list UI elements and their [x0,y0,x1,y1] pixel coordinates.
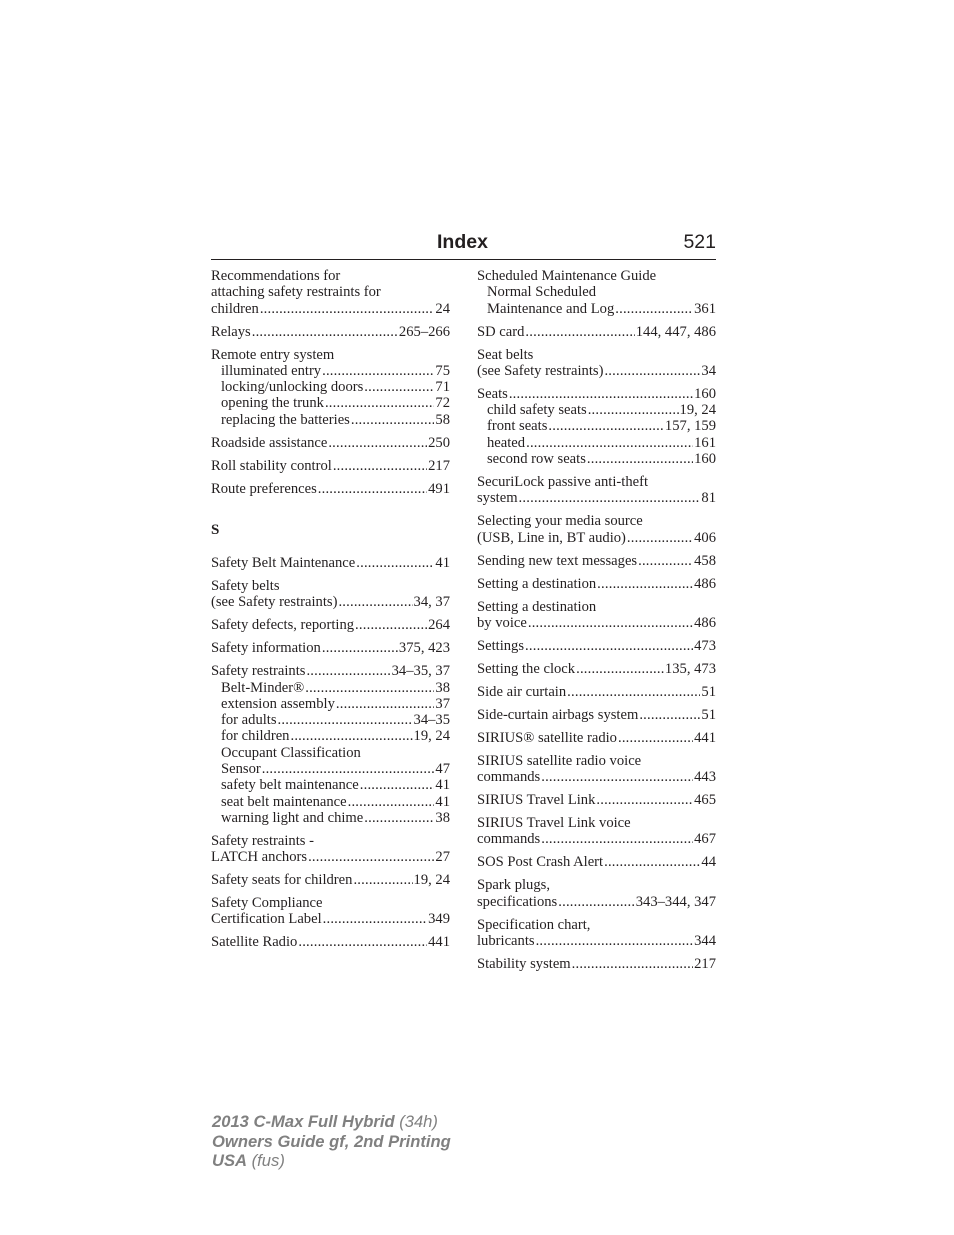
index-subentry-line [211,363,450,379]
page-header [211,228,716,260]
index-term: for children [221,728,290,745]
footer-model: 2013 C-Max Full Hybrid [212,1112,395,1131]
index-subentry-line [211,712,450,728]
dot-leader [318,481,427,497]
page-reference: 441 [694,729,716,746]
index-entry [211,895,450,928]
index-term: opening the trunk [221,395,324,412]
index-entry [211,324,450,340]
page-reference: 34, 37 [413,594,450,611]
index-entry-line [211,640,450,656]
index-entry-line [211,578,450,594]
index-entry-line [477,268,716,284]
page-title: Index [437,231,488,253]
index-term: Stability system [477,955,571,972]
page-reference: 75 [435,362,450,379]
index-term: Scheduled Maintenance Guide [477,268,657,284]
index-entry-line [477,347,716,363]
index-entry-line [477,769,716,785]
index-term: SIRIUS Travel Link voice [477,815,631,832]
dot-leader [252,324,398,340]
page-reference: 44 [701,854,716,871]
index-term: Remote entry system [211,346,335,363]
index-term: Spark plugs, [477,877,550,894]
index-entry-line [211,895,450,911]
index-entry-line [477,792,716,808]
index-entry [211,663,450,826]
index-term: Belt-Minder® [221,679,305,696]
index-entry-line [477,684,716,700]
index-entry [211,268,450,317]
index-entry [477,684,716,700]
dot-leader [325,395,434,411]
index-entry-line [477,956,716,972]
page-reference: 144, 447, 486 [635,323,716,340]
index-entry [477,268,716,317]
dot-leader [353,872,412,888]
index-term: child safety seats [487,402,587,419]
page-reference: 34–35, 37 [391,663,450,680]
index-term: Safety Belt Maintenance [211,555,356,571]
page-reference: 375, 423 [398,640,450,657]
index-entry [211,617,450,633]
index-entry [211,435,450,451]
footer-line-3 [212,1151,451,1171]
index-entry-line [477,363,716,379]
index-term: Safety belts [211,577,280,594]
index-entry [477,792,716,808]
index-entry-line [211,268,450,284]
page-reference: 250 [428,434,450,451]
dot-leader [333,458,427,474]
page-reference: 406 [694,529,716,546]
index-term: (see Safety restraints) [477,362,604,379]
index-term: Safety Compliance [211,895,323,912]
index-entry [211,934,450,950]
index-term: Certification Label [211,911,322,928]
index-term: lubricants [477,932,535,949]
index-term: Specification chart, [477,916,591,933]
index-term: by voice [477,614,527,631]
index-entry-line [477,513,716,529]
index-term: heated [487,434,526,451]
dot-leader [536,933,694,949]
page-reference: 491 [428,480,450,497]
dot-leader [587,451,693,467]
dot-leader [364,379,434,395]
index-entry-line [477,553,716,569]
index-term: extension assembly [221,695,335,712]
index-term: SecuriLock passive anti-theft [477,474,649,491]
index-entry-line [477,815,716,831]
index-entry [477,386,716,467]
dot-leader [322,363,434,379]
page-reference: 160 [694,385,716,402]
index-term: Side air curtain [477,683,567,700]
dot-leader [567,684,700,700]
dot-leader [558,894,634,910]
index-entry [477,815,716,848]
index-subentry-line [477,301,716,317]
index-entry [477,917,716,950]
index-term: locking/unlocking doors [221,379,364,396]
index-term: warning light and chime [221,809,364,826]
page-reference: 19, 24 [679,402,716,419]
index-entry [477,638,716,654]
index-entry-line [211,663,450,679]
index-term: Roadside assistance [211,434,328,451]
index-entry [211,833,450,866]
page-reference: 38 [435,679,450,696]
index-entry-line [477,615,716,631]
page-reference: 71 [435,379,450,396]
page-reference: 349 [428,911,450,928]
index-entry [211,555,450,571]
footer-line-1 [212,1112,451,1132]
page-reference: 486 [694,575,716,592]
dot-leader [604,854,700,870]
index-term: seat belt maintenance [221,793,347,810]
index-term: Side-curtain airbags system [477,706,639,723]
index-entry-line [211,458,450,474]
dot-leader [541,831,693,847]
index-subentry-line [211,745,450,761]
page-reference: 38 [435,809,450,826]
index-subentry-line [211,379,450,395]
index-term: for adults [221,712,277,729]
dot-leader [262,761,435,777]
page-reference: 34–35 [413,712,450,729]
index-term: Setting a destination [477,598,597,615]
index-term: Safety restraints [211,663,306,680]
index-entry [477,956,716,972]
page-reference: 443 [694,769,716,786]
dot-leader [572,956,693,972]
index-entry-line [211,934,450,950]
index-term: second row seats [487,451,586,468]
dot-leader [618,730,693,746]
page-reference: 81 [701,490,716,507]
index-subentry-line [211,412,450,428]
index-subentry-line [211,810,450,826]
dot-leader [336,696,435,712]
index-term: (see Safety restraints) [211,594,338,611]
dot-leader [528,615,693,631]
page-reference: 47 [435,761,450,778]
index-term: Roll stability control [211,457,332,474]
index-entry-line [477,576,716,592]
dot-leader [627,530,693,546]
index-entry-line [477,386,716,402]
index-entry-line [211,872,450,888]
index-entry [477,707,716,723]
dot-leader [604,363,700,379]
index-entry-line [211,617,450,633]
index-term: safety belt maintenance [221,777,359,794]
page-reference: 441 [428,934,450,951]
index-entry-line [477,933,716,949]
dot-leader [519,490,701,506]
page-reference: 265–266 [398,323,450,340]
page-reference: 51 [701,706,716,723]
index-entry-line [211,594,450,610]
dot-leader [639,707,700,723]
index-term: Seats [477,385,508,402]
index-subentry-line [477,435,716,451]
dot-leader [525,638,693,654]
page-reference: 58 [435,411,450,428]
index-term: SIRIUS® satellite radio [477,729,617,746]
index-subentry-line [211,696,450,712]
index-entry-line [477,831,716,847]
index-term: Safety defects, reporting [211,617,355,634]
index-entry-line [477,638,716,654]
index-term: Sending new text messages [477,552,638,569]
page-reference: 41 [435,793,450,810]
page-reference: 34 [701,362,716,379]
dot-leader [351,412,435,428]
index-term: front seats [487,418,548,435]
index-entry [211,640,450,656]
page-reference: 27 [435,849,450,866]
page-reference: 41 [435,777,450,794]
page-reference: 19, 24 [413,872,450,889]
index-section-letter: S [211,522,220,538]
dot-leader [348,794,435,810]
page-number: 521 [683,231,716,253]
index-entry-line [477,530,716,546]
index-entry-line [477,490,716,506]
dot-leader [526,435,693,451]
index-entry [477,753,716,786]
index-term: Relays [211,323,251,340]
index-subentry-line [211,761,450,777]
index-term: Setting the clock [477,660,576,677]
index-column-right [477,268,716,979]
index-entry [477,599,716,632]
page-reference: 473 [694,637,716,654]
dot-leader [322,640,398,656]
page-reference: 343–344, 347 [635,893,716,910]
index-term: commands [477,831,541,848]
dot-leader [364,810,434,826]
index-entry-line [477,854,716,870]
index-entry [477,730,716,746]
index-term: Safety restraints - [211,832,314,849]
dot-leader [328,435,427,451]
index-entry [211,458,450,474]
dot-leader [356,555,434,571]
index-subentry-line [211,728,450,744]
index-subentry-line [477,451,716,467]
index-term: Maintenance and Log [487,300,615,317]
index-entry-line [477,877,716,893]
dot-leader [588,402,679,418]
index-entry-line [211,555,450,571]
index-entry-line [477,324,716,340]
index-entry-line [477,661,716,677]
index-term: children [211,300,259,317]
index-entry [211,481,450,497]
dot-leader [308,849,434,865]
dot-leader [355,617,427,633]
dot-leader [596,792,693,808]
index-entry [477,324,716,340]
index-term: Recommendations for [211,268,341,284]
index-term: Satellite Radio [211,934,298,951]
dot-leader [576,661,664,677]
index-entry [477,877,716,910]
page-reference: 458 [694,552,716,569]
dot-leader [548,418,664,434]
footer [212,1112,451,1171]
page-reference: 51 [701,683,716,700]
dot-leader [541,769,693,785]
dot-leader [305,680,434,696]
index-subentry-line [211,777,450,793]
index-term: (USB, Line in, BT audio) [477,529,626,546]
dot-leader [597,576,693,592]
footer-model-code: (34h) [394,1112,438,1131]
index-subentry-line [211,680,450,696]
page-reference: 264 [428,617,450,634]
index-entry-line [477,917,716,933]
index-entry-line [211,284,450,300]
index-term: Route preferences [211,480,317,497]
index-subentry-line [211,395,450,411]
index-column-left [211,268,450,957]
page-reference: 157, 159 [664,418,716,435]
index-term: specifications [477,893,558,910]
index-subentry-line [477,284,716,300]
index-entry-line [211,324,450,340]
index-term: Selecting your media source [477,513,643,530]
index-term: SD card [477,323,525,340]
index-subentry-line [477,418,716,434]
dot-leader [615,301,693,317]
index-term: Seat belts [477,346,534,363]
index-term: SIRIUS Travel Link [477,792,596,809]
dot-leader [525,324,634,340]
index-entry-line [477,730,716,746]
index-term: LATCH anchors [211,849,308,866]
page-reference: 486 [694,614,716,631]
page-reference: 37 [435,695,450,712]
index-entry-line [211,849,450,865]
index-term: Occupant Classification [221,744,361,761]
index-term: Settings [477,637,525,654]
dot-leader [638,553,693,569]
page-reference: 361 [694,300,716,317]
index-term: SIRIUS satellite radio voice [477,752,642,769]
page-reference: 72 [435,395,450,412]
index-term: illuminated entry [221,362,322,379]
index-entry-line [211,435,450,451]
page-reference: 19, 24 [413,728,450,745]
dot-leader [323,911,427,927]
index-entry [477,513,716,546]
page-reference: 344 [694,932,716,949]
page-reference: 24 [435,300,450,317]
dot-leader [306,663,390,679]
index-entry-line [477,474,716,490]
index-entry [477,474,716,507]
index-entry-line [477,707,716,723]
dot-leader [360,777,435,793]
page-reference: 160 [694,451,716,468]
footer-guide: Owners Guide gf, 2nd Printing [212,1131,451,1151]
footer-line-2 [212,1132,451,1152]
page-reference: 217 [694,955,716,972]
page-reference: 467 [694,831,716,848]
index-entry-line [477,894,716,910]
index-entry [211,347,450,428]
index-entry-line [211,301,450,317]
index-term: Setting a destination [477,575,597,592]
index-term: commands [477,769,541,786]
dot-leader [278,712,413,728]
page-reference: 135, 473 [664,660,716,677]
index-term: SOS Post Crash Alert [477,854,604,871]
index-term: Sensor [221,761,261,778]
index-entry [477,576,716,592]
index-entry [477,661,716,677]
page-reference: 161 [694,434,716,451]
index-term: replacing the batteries [221,411,350,428]
index-entry [477,553,716,569]
page-reference: 217 [428,457,450,474]
dot-leader [290,728,412,744]
dot-leader [338,594,412,610]
page-reference: 41 [435,555,450,571]
index-entry-line [211,911,450,927]
index-entry-line [477,599,716,615]
footer-market-code: (fus) [247,1151,285,1170]
index-entry-line [211,347,450,363]
dot-leader [509,386,693,402]
index-term: Normal Scheduled [487,284,597,301]
dot-leader [260,301,435,317]
index-entry [211,578,450,611]
index-entry [477,347,716,380]
index-term: attaching safety restraints for [211,284,381,301]
index-entry-line [211,481,450,497]
page-reference: 465 [694,792,716,809]
index-entry-line [211,833,450,849]
index-term: Safety seats for children [211,872,353,889]
dot-leader [298,934,427,950]
index-entry [477,854,716,870]
index-subentry-line [211,794,450,810]
index-term: Safety information [211,640,321,657]
index-entry-line [477,753,716,769]
index-term: system [477,490,518,507]
footer-market: USA [212,1151,248,1170]
index-subentry-line [477,402,716,418]
index-entry [211,872,450,888]
